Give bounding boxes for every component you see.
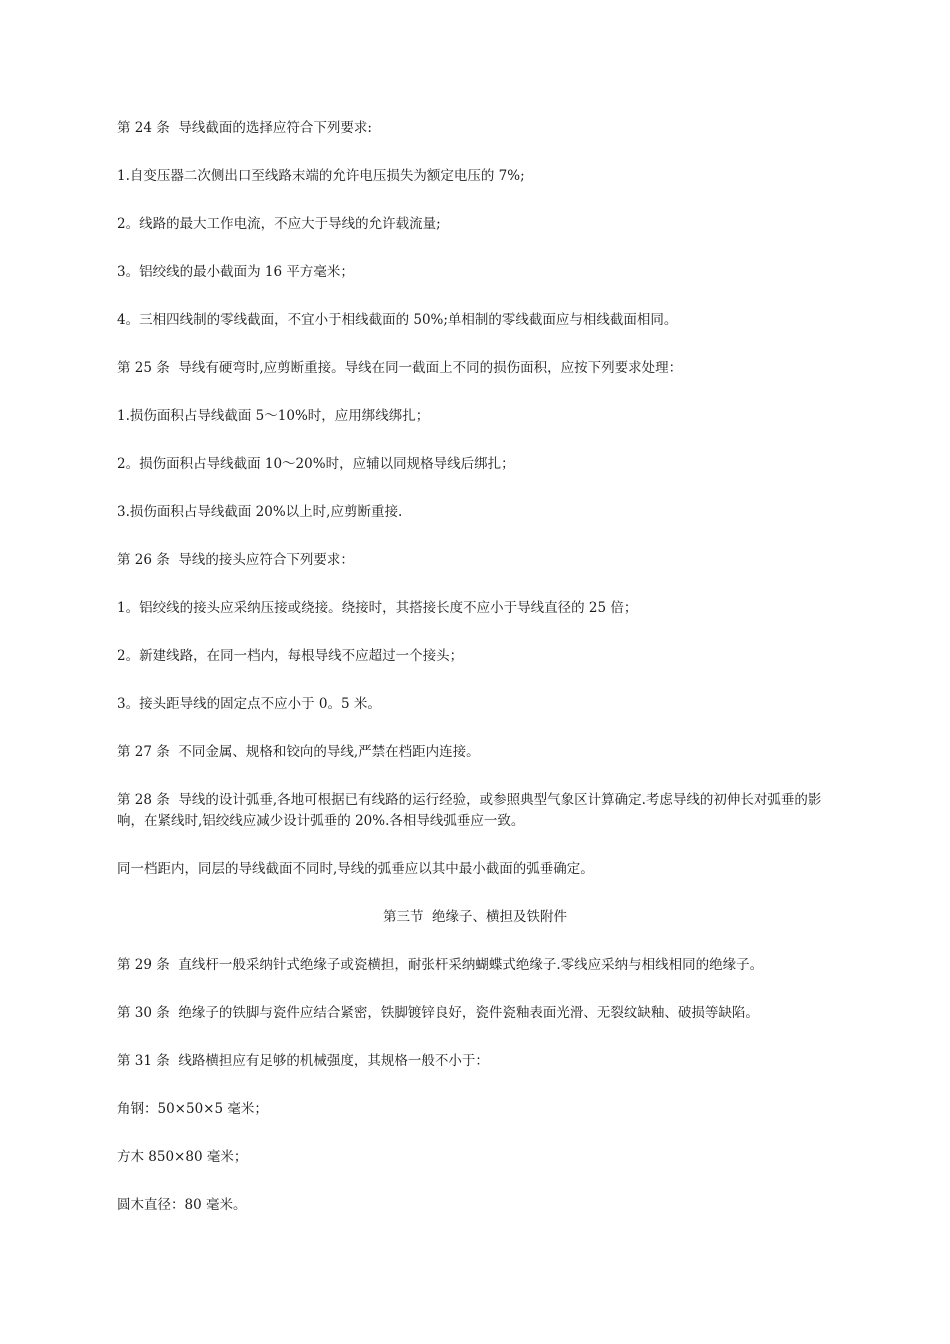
paragraph: 第 29 条 直线杆一般采纳针式绝缘子或瓷横担，耐张杆采纳蝴蝶式绝缘子.零线应采纳与相线相同的绝缘子。 xyxy=(117,957,764,973)
paragraph: 3。接头距导线的固定点不应小于 0。5 米。 xyxy=(117,696,381,712)
paragraph: 第 24 条 导线截面的选择应符合下列要求: xyxy=(117,120,372,136)
paragraph: 1.自变压器二次侧出口至线路末端的允许电压损失为额定电压的 7%; xyxy=(117,168,525,184)
paragraph: 1。铝绞线的接头应采纳压接或绕接。绕接时，其搭接长度不应小于导线直径的 25 倍； xyxy=(117,600,638,616)
paragraph: 3.损伤面积占导线截面 20%以上时,应剪断重接. xyxy=(117,504,403,520)
section-heading: 第三节 绝缘子、横担及铁附件 xyxy=(382,909,568,925)
paragraph: 方木 850×80 毫米； xyxy=(117,1149,248,1165)
paragraph: 第 27 条 不同金属、规格和铰向的导线,严禁在档距内连接。 xyxy=(117,744,480,760)
paragraph: 角钢：50×50×5 毫米； xyxy=(117,1101,268,1117)
paragraph: 第 31 条 线路横担应有足够的机械强度，其规格一般不小于： xyxy=(117,1053,489,1069)
paragraph: 圆木直径：80 毫米。 xyxy=(117,1197,247,1213)
paragraph: 2。线路的最大工作电流，不应大于导线的允许载流量; xyxy=(117,216,441,232)
paragraph: 2。损伤面积占导线截面 10～20%时，应辅以同规格导线后绑扎； xyxy=(117,456,515,472)
document-body xyxy=(117,118,833,1243)
paragraph: 第 28 条 导线的设计弧垂,各地可根据已有线路的运行经验，或参照典型气象区计算确定.考虑导线的初伸长对弧垂的影响，在紧线时,铝绞线应减少设计弧垂的 20%.各相导线弧垂应一致。 xyxy=(117,792,822,829)
paragraph: 1.损伤面积占导线截面 5～10%时，应用绑线绑扎； xyxy=(117,408,430,424)
paragraph: 第 25 条 导线有硬弯时,应剪断重接。导线在同一截面上不同的损伤面积，应按下列要求处理： xyxy=(117,360,683,376)
paragraph: 第 26 条 导线的接头应符合下列要求： xyxy=(117,552,354,568)
paragraph: 3。铝绞线的最小截面为 16 平方毫米； xyxy=(117,264,354,280)
paragraph: 4。三相四线制的零线截面，不宜小于相线截面的 50%;单相制的零线截面应与相线截面相同。 xyxy=(117,312,678,328)
paragraph: 第 30 条 绝缘子的铁脚与瓷件应结合紧密，铁脚镀锌良好，瓷件瓷釉表面光滑、无裂纹缺釉、破损等缺陷。 xyxy=(117,1005,759,1021)
paragraph: 2。新建线路，在同一档内，每根导线不应超过一个接头； xyxy=(117,648,464,664)
paragraph: 同一档距内，同层的导线截面不同时,导线的弧垂应以其中最小截面的弧垂确定。 xyxy=(117,861,594,877)
